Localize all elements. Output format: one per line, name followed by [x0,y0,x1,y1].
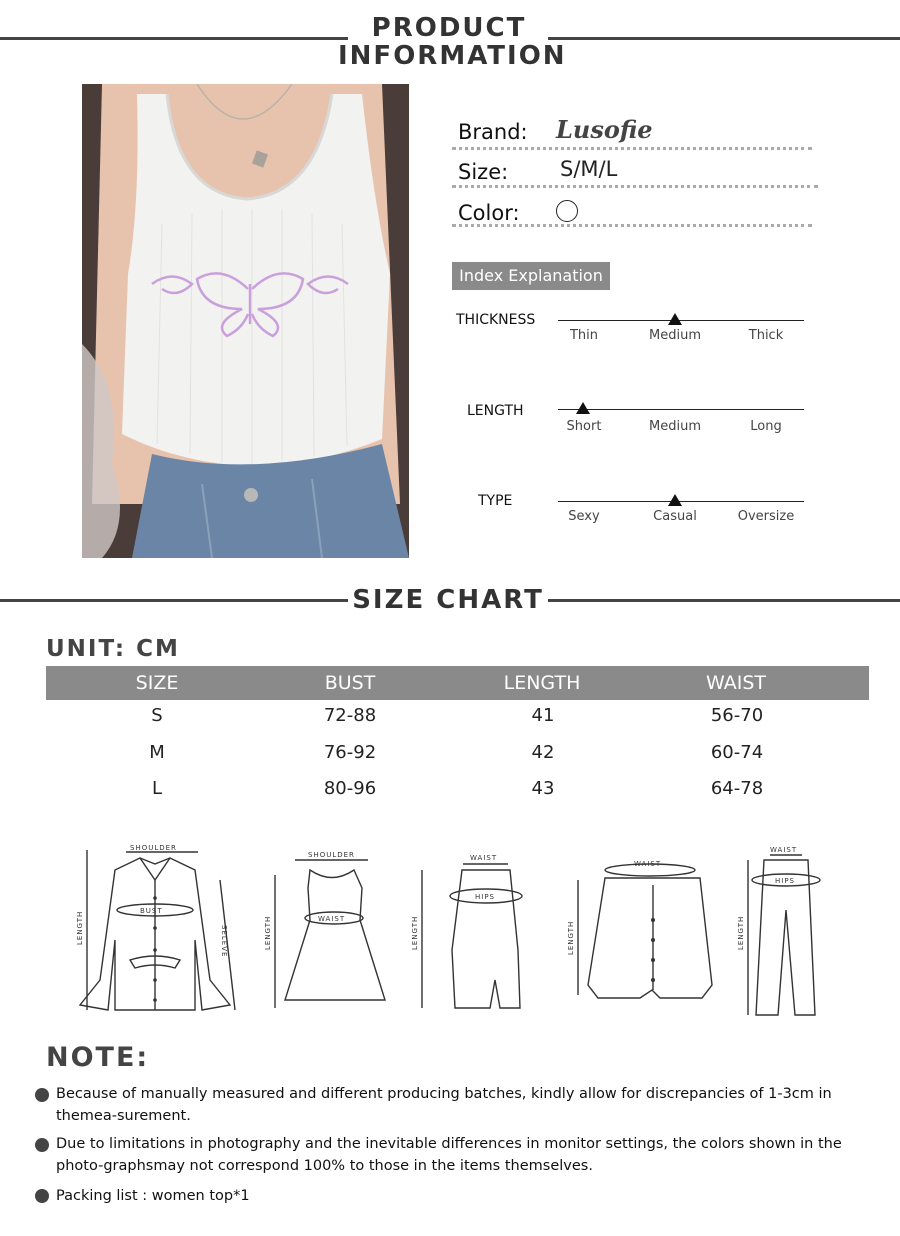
size-chart-title: SIZE CHART [352,585,544,615]
type-option-casual: Casual [653,509,697,524]
note-item: Because of manually measured and different producing batches, kindly allow for discrepancies of 1-3cm in themea-surement. [56,1086,832,1124]
thickness-label: THICKNESS [456,312,536,328]
header-rule-left [0,37,348,40]
thickness-marker-icon [668,313,682,325]
bullet-icon [35,1088,49,1102]
length-marker-icon [576,402,590,414]
dress-length-label: LENGTH [264,915,272,950]
length-scale [558,409,804,410]
skirt-figure-icon [422,864,522,1008]
size-value: S/M/L [560,157,618,181]
thickness-option-medium: Medium [649,328,701,343]
cell-waist: 64-78 [710,778,764,799]
col-header-size: SIZE [135,672,179,694]
cell-length: 42 [531,742,555,763]
unit-label: UNIT: CM [46,636,180,662]
length-option-long: Long [750,419,782,434]
color-label: Color: [458,201,520,225]
jacket-length-label: LENGTH [76,910,84,945]
product-info-title [338,13,567,71]
note-item: Packing list : women top*1 [56,1188,250,1204]
shorts-length-label: LENGTH [567,920,575,955]
shorts-waist-label: WAIST [634,860,662,868]
dress-shoulder-label: SHOULDER [308,851,355,859]
pants-waist-label: WAIST [770,846,798,854]
color-swatch-white[interactable] [556,200,578,222]
skirt-waist-label: WAIST [470,854,498,862]
jacket-shoulder-label: SHOULDER [130,844,177,852]
jacket-bust-label: BUST [140,907,163,915]
col-header-waist: WAIST [705,672,766,694]
size-chart-rule-left [0,599,348,602]
length-option-short: Short [566,419,602,434]
cell-length: 41 [531,705,555,726]
col-header-bust: BUST [324,672,376,694]
brand-divider [452,147,812,150]
skirt-hips-label: HIPS [475,893,495,901]
product-info-title-line1: PRODUCT [371,13,527,43]
type-marker-icon [668,494,682,506]
size-label: Size: [458,160,509,184]
note-title: NOTE: [46,1042,150,1073]
size-chart-rule-right [548,599,900,602]
product-photo [82,84,409,558]
length-option-medium: Medium [649,419,701,434]
cell-length: 43 [531,778,555,799]
shorts-figure-icon [578,864,712,998]
size-divider [452,185,818,188]
product-info-title-line2: INFORMATION [338,41,567,71]
tank-top-illustration [82,84,409,558]
jacket-sleeve-label: SELEVE [220,925,228,958]
cell-size: S [151,705,163,726]
jacket-figure-icon [80,850,235,1010]
cell-bust: 80-96 [323,778,377,799]
size-table-header [46,666,869,700]
brand-value: Lusofie [556,115,653,144]
cell-waist: 56-70 [710,705,764,726]
cell-bust: 76-92 [323,742,377,763]
index-explanation-badge: Index Explanation [452,262,610,290]
thickness-option-thin: Thin [569,328,599,343]
dress-figure-icon [275,860,385,1008]
col-header-length: LENGTH [503,672,581,694]
cell-size: M [149,742,165,763]
type-label: TYPE [478,493,513,509]
header-rule-right [548,37,900,40]
cell-bust: 72-88 [323,705,377,726]
dress-waist-label: WAIST [318,915,346,923]
bullet-icon [35,1138,49,1152]
cell-size: L [151,778,163,799]
skirt-length-label: LENGTH [411,915,419,950]
thickness-option-thick: Thick [748,328,784,343]
brand-label: Brand: [458,120,528,144]
cell-waist: 60-74 [710,742,764,763]
pants-hips-label: HIPS [775,877,795,885]
color-divider [452,224,812,227]
length-label: LENGTH [467,403,524,419]
type-option-sexy: Sexy [568,509,600,524]
measurement-figures [70,840,850,1030]
pants-length-label: LENGTH [737,915,745,950]
note-item: Due to limitations in photography and the inevitable differences in monitor settings, the colors shown in the photo-graphsmay not correspond 100% to those in the items themselves. [56,1136,842,1174]
bullet-icon [35,1189,49,1203]
type-option-oversize: Oversize [737,509,795,524]
